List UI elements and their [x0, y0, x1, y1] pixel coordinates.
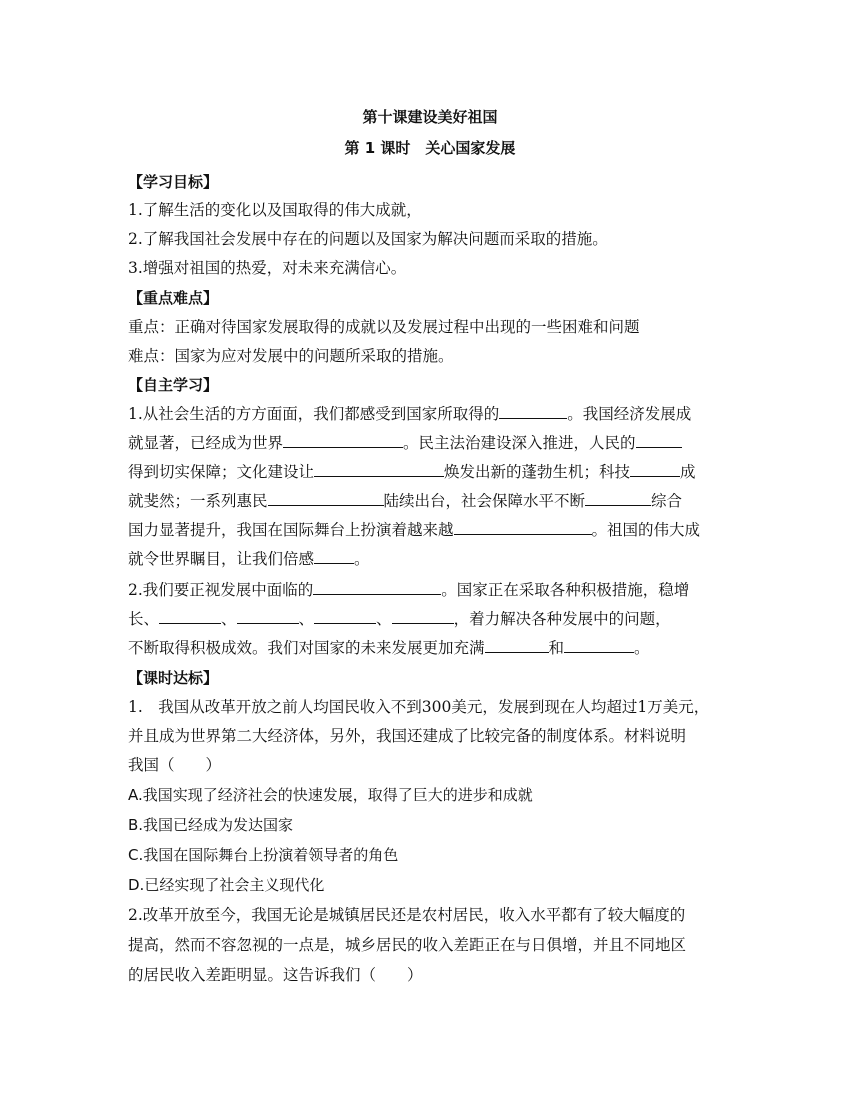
fill-blank[interactable] [314, 462, 444, 477]
difficult-point: 难点：国家为应对发展中的问题所采取的措施。 [128, 347, 454, 365]
practice-heading: 【课时达标】 [128, 669, 219, 687]
text-segment: 就显著，已经成为世界 [128, 434, 284, 452]
fill-blank[interactable] [454, 520, 592, 535]
text-segment: 综合 [651, 492, 683, 510]
question-2-line: 2.改革开放至今，我国无论是城镇居民还是农村居民，收入水平都有了较大幅度的 [128, 906, 686, 924]
text-segment: 、 [221, 610, 237, 628]
text-segment: 国力显著提升，我国在国际舞台上扮演着越来越 [128, 521, 454, 539]
option-c[interactable]: C.我国在国际舞台上扮演着领导者的角色 [128, 846, 399, 864]
fill-blank[interactable] [313, 580, 441, 595]
objectives-heading: 【学习目标】 [128, 173, 219, 191]
objective-item: 3.增强对祖国的热爱，对未来充满信心。 [128, 259, 407, 277]
text-segment: 。民主法治建设深入推进，人民的 [403, 434, 636, 452]
option-b[interactable]: B.我国已经成为发达国家 [128, 816, 294, 834]
text-segment: 不断取得积极成效。我们对国家的未来发展更加充满 [128, 639, 485, 657]
fill-blank[interactable] [485, 638, 549, 653]
fill-blank[interactable] [392, 609, 454, 624]
fill-blank[interactable] [314, 549, 354, 564]
self-study-line [128, 491, 736, 511]
fill-blank[interactable] [499, 404, 567, 419]
text-segment: 2.我们要正视发展中面临的 [128, 581, 314, 599]
question-1-line: 1. 我国从改革开放之前人均国民收入不到300美元，发展到现在人均超过1万美元， [128, 698, 710, 716]
text-segment: 1.从社会生活的方方面面，我们都感受到国家所取得的 [128, 405, 500, 423]
fill-blank[interactable] [564, 638, 634, 653]
text-segment: 和 [548, 639, 565, 657]
text-segment: 。 [354, 550, 370, 568]
text-segment: 就令世界瞩目，让我们倍感 [128, 550, 315, 568]
self-study-line [128, 638, 736, 658]
keypoints-heading: 【重点难点】 [128, 289, 219, 307]
text-segment: 焕发出新的蓬勃生机；科技 [444, 463, 631, 481]
text-segment: 就斐然；一系列惠民 [128, 492, 268, 510]
self-study-line [128, 520, 736, 540]
self-study-heading: 【自主学习】 [128, 376, 219, 394]
self-study-line [128, 580, 736, 600]
key-point: 重点：正确对待国家发展取得的成就以及发展过程中出现的一些困难和问题 [128, 318, 640, 336]
fill-blank[interactable] [283, 433, 403, 448]
option-a[interactable]: A.我国实现了经济社会的快速发展，取得了巨大的进步和成就 [128, 786, 533, 804]
self-study-line [128, 404, 736, 424]
text-segment: 得到切实保障；文化建设让 [128, 463, 315, 481]
fill-blank[interactable] [636, 433, 682, 448]
fill-blank[interactable] [159, 609, 221, 624]
question-2-line: 提高，然而不容忽视的一点是，城乡居民的收入差距正在与日俱增，并且不同地区 [128, 936, 687, 954]
objective-item: 1.了解生活的变化以及国取得的伟大成就， [128, 201, 422, 219]
fill-blank[interactable] [237, 609, 299, 624]
option-d[interactable]: D.已经实现了社会主义现代化 [128, 876, 325, 894]
text-segment: 长、 [128, 610, 160, 628]
objective-item: 2.了解我国社会发展中存在的问题以及国家为解决问题而采取的措施。 [128, 230, 608, 248]
self-study-line [128, 609, 736, 629]
lesson-title: 第十课建设美好祖国 [362, 108, 498, 126]
self-study-line [128, 462, 736, 482]
text-segment: 、 [376, 610, 392, 628]
lesson-subtitle: 第 1 课时 关心国家发展 [344, 139, 516, 157]
text-segment: 、 [298, 610, 315, 628]
question-1-line: 并且成为世界第二大经济体，另外，我国还建成了比较完备的制度体系。材料说明 [128, 727, 687, 745]
fill-blank[interactable] [268, 491, 384, 506]
self-study-line [128, 549, 736, 569]
question-2-line: 的居民收入差距明显。这告诉我们（ ） [128, 966, 423, 984]
text-segment: ，着力解决各种发展中的问题， [453, 610, 671, 628]
text-segment: 。祖国的伟大成 [591, 521, 701, 539]
fill-blank[interactable] [314, 609, 376, 624]
text-segment: 。国家正在采取各种积极措施，稳增 [441, 581, 690, 599]
fill-blank[interactable] [630, 462, 680, 477]
self-study-line [128, 433, 736, 453]
question-1-line: 我国（ ） [128, 756, 222, 774]
text-segment: 成 [680, 463, 696, 481]
text-segment: 陆续出台，社会保障水平不断 [383, 492, 586, 510]
text-segment: 。 [634, 639, 650, 657]
text-segment: 。我国经济发展成 [567, 405, 692, 423]
fill-blank[interactable] [585, 491, 651, 506]
